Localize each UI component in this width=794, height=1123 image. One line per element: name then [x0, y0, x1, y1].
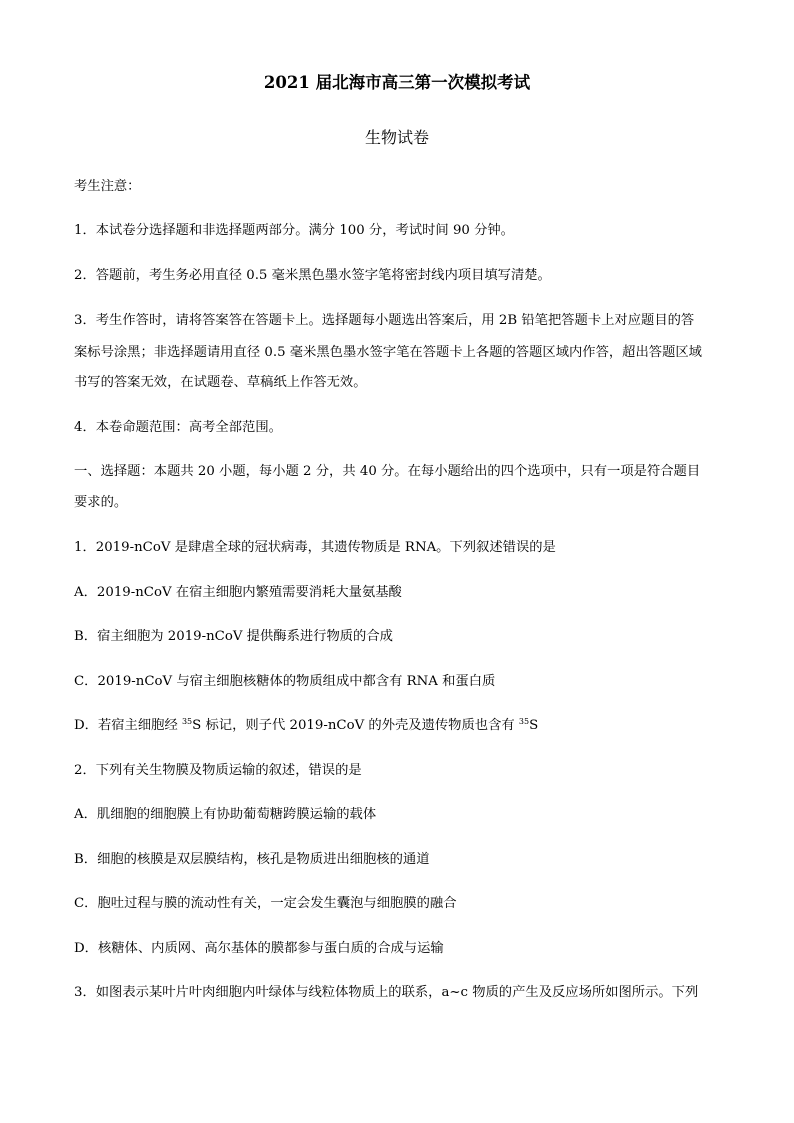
- question-2-option-c: C．胞吐过程与膜的流动性有关，一定会发生囊泡与细胞膜的融合: [74, 896, 457, 911]
- question-1-option-a: A．2019-nCoV 在宿主细胞内繁殖需要消耗大量氨基酸: [74, 585, 402, 600]
- notice-item-3-line-2: 案标号涂黑；非选择题请用直径 0.5 毫米黑色墨水签字笔在答题卡上各题的答题区域内作答，超出答题区域: [74, 345, 702, 360]
- notice-item-3-line-3: 书写的答案无效，在试题卷、草稿纸上作答无效。: [74, 375, 367, 390]
- question-2-stem: 2．下列有关生物膜及物质运输的叙述，错误的是: [74, 763, 362, 778]
- section-heading-line-1: 一、选择题：本题共 20 小题，每小题 2 分，共 40 分。在每小题给出的四个选项中，只有一项是符合题目: [74, 464, 701, 479]
- question-1-stem: 1．2019-nCoV 是肆虐全球的冠状病毒，其遗传物质是 RNA。下列叙述错误的是: [74, 540, 556, 555]
- question-3-stem: 3．如图表示某叶片叶肉细胞内叶绿体与线粒体物质上的联系，a~c 物质的产生及反应场所如图所示。下列: [74, 985, 699, 1000]
- isotope-superscript: 35: [518, 717, 530, 726]
- notice-item-3-line-1: 3．考生作答时，请将答案答在答题卡上。选择题每小题选出答案后，用 2B 铅笔把答题卡上对应题目的答: [74, 313, 695, 328]
- isotope-superscript: 35: [181, 717, 193, 726]
- notice-heading: 考生注意：: [74, 179, 141, 194]
- exam-subtitle: 生物试卷: [364, 128, 429, 147]
- option-d-text-3: S: [529, 718, 539, 733]
- question-2-option-d: D．核糖体、内质网、高尔基体的膜都参与蛋白质的合成与运输: [74, 941, 444, 956]
- question-2-option-a: A．肌细胞的细胞膜上有协助葡萄糖跨膜运输的载体: [74, 807, 377, 822]
- notice-item-1: 1．本试卷分选择题和非选择题两部分。满分 100 分，考试时间 90 分钟。: [74, 223, 514, 238]
- question-2-option-b: B．细胞的核膜是双层膜结构，核孔是物质进出细胞核的通道: [74, 852, 430, 867]
- question-1-option-b: B．宿主细胞为 2019-nCoV 提供酶系进行物质的合成: [74, 629, 393, 644]
- option-d-text-1: D．若宿主细胞经: [74, 718, 182, 733]
- option-d-text-2: S 标记，则子代 2019-nCoV 的外壳及遗传物质也含有: [192, 718, 519, 733]
- exam-title: 2021 届北海市高三第一次模拟考试: [263, 73, 531, 92]
- question-1-option-c: C．2019-nCoV 与宿主细胞核糖体的物质组成中都含有 RNA 和蛋白质: [74, 674, 496, 689]
- notice-item-4: 4．本卷命题范围：高考全部范围。: [74, 420, 282, 435]
- question-1-option-d: [74, 716, 538, 736]
- notice-item-2: 2．答题前，考生务必用直径 0.5 毫米黑色墨水签字笔将密封线内项目填写清楚。: [74, 268, 551, 283]
- section-heading-line-2: 要求的。: [74, 495, 128, 510]
